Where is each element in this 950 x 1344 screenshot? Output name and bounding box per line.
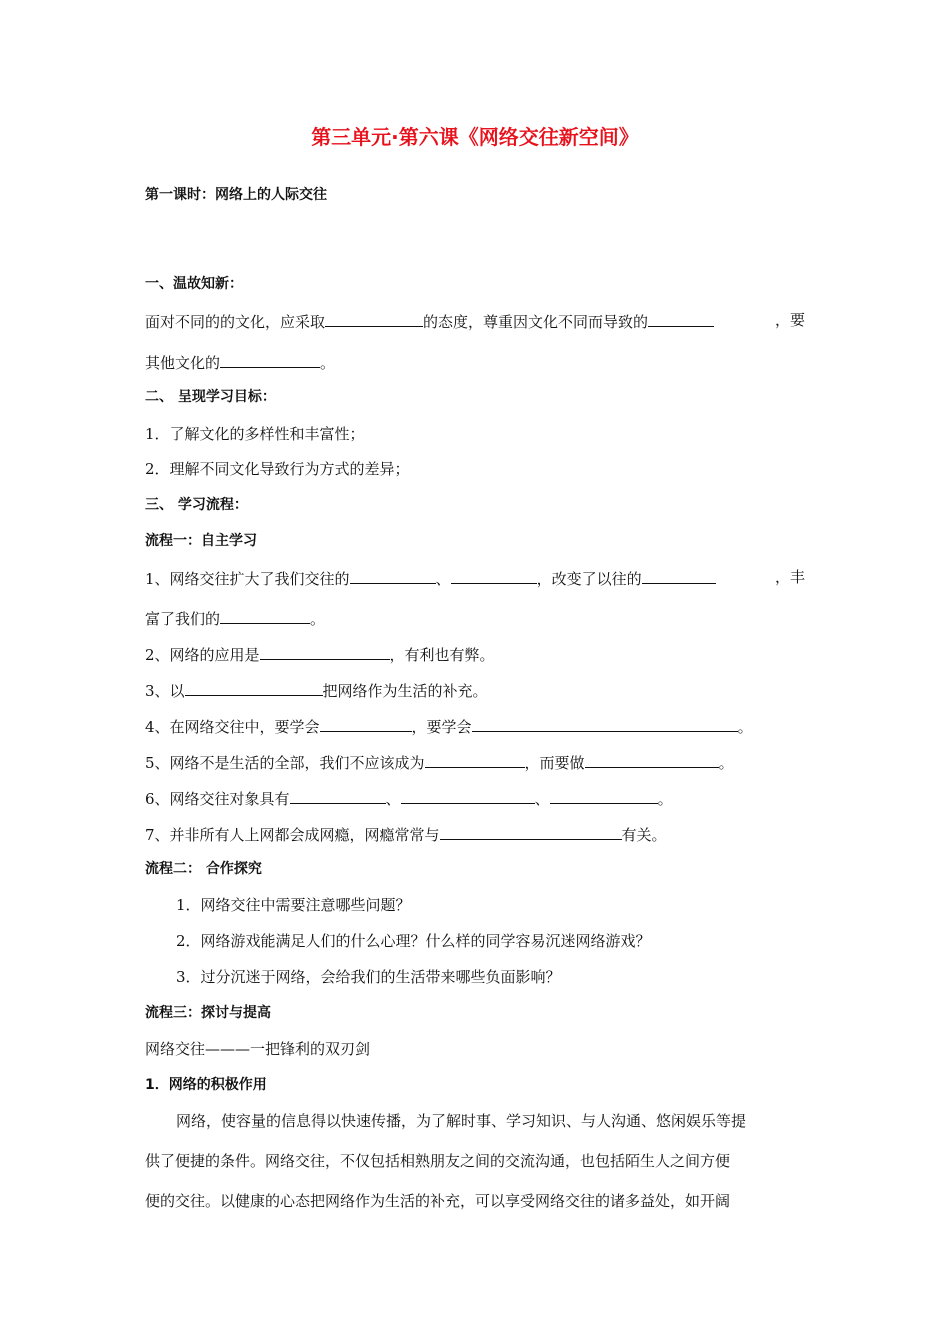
answer-blank[interactable] [550,787,658,804]
review-question-line-2 [145,351,335,373]
document-title: 第三单元·第六课《网络交往新空间》 [311,125,639,149]
goal-item: 2．理解不同文化导致行为方式的差异； [145,460,410,478]
text: 其他文化的 [145,354,221,372]
answer-blank[interactable] [425,751,525,768]
answer-blank[interactable] [325,310,423,327]
text: 。 [718,754,734,772]
answer-blank[interactable] [220,351,320,368]
text: ，而要做 [524,754,585,772]
text: ，要 [774,311,805,329]
text: ，有利也有弊。 [389,646,495,664]
flow1-item-2 [145,643,495,665]
flow2-heading: 流程二： 合作探究 [145,861,262,877]
section-review-heading: 一、温故知新： [145,276,243,292]
text: 。 [657,790,673,808]
answer-blank[interactable] [320,715,412,732]
text: 把网络作为生活的补充。 [322,682,488,700]
flow1-item-1-cont [145,607,325,629]
text: 7、并非所有人上网都会成网瘾，网瘾常常与 [145,826,440,844]
text: 。 [320,354,336,372]
text: 2、网络的应用是 [145,646,260,664]
answer-blank[interactable] [350,567,436,584]
paragraph-line: 网络，使容量的信息得以快速传播，为了解时事、学习知识、与人沟通、悠闲娱乐等提 [176,1112,747,1130]
text: 4、在网络交往中，要学会 [145,718,320,736]
answer-blank[interactable] [220,607,310,624]
flow1-item-5 [145,751,734,773]
answer-blank[interactable] [585,751,719,768]
flow1-heading: 流程一：自主学习 [145,533,257,549]
flow1-item-1 [145,567,805,589]
flow1-item-3 [145,679,488,701]
text: 。 [737,718,753,736]
text: 、 [534,790,550,808]
answer-blank[interactable] [648,310,714,327]
flow1-item-7 [145,823,667,845]
text: 有关。 [621,826,667,844]
text: ，要学会 [411,718,472,736]
text: 1、网络交往扩大了我们交往的 [145,570,350,588]
flow2-question: 3．过分沉迷于网络，会给我们的生活带来哪些负面影响？ [176,968,561,986]
text: 、 [385,790,401,808]
paragraph-line: 便的交往。以健康的心态把网络作为生活的补充，可以享受网络交往的诸多益处，如开阔 [145,1192,731,1210]
flow2-question: 2．网络游戏能满足人们的什么心理？什么样的同学容易沉迷网络游戏？ [176,932,651,950]
answer-blank[interactable] [472,715,738,732]
text: ，改变了以往的 [536,570,642,588]
answer-blank[interactable] [401,787,535,804]
flow3-subtitle: 网络交往———一把锋利的双刃剑 [145,1040,371,1058]
goal-item: 1．了解文化的多样性和丰富性； [145,425,365,443]
flow1-item-6 [145,787,673,809]
section-process-heading: 三、 学习流程： [145,497,248,513]
text: 面对不同的的文化，应采取 [145,313,326,331]
review-question-line-1 [145,310,805,332]
answer-blank[interactable] [642,567,716,584]
answer-blank[interactable] [451,567,537,584]
text: 5、网络不是生活的全部，我们不应该成为 [145,754,425,772]
text: 3、以 [145,682,185,700]
flow3-point-heading: 1．网络的积极作用 [145,1077,267,1093]
text: 的态度，尊重因文化不同而导致的 [423,313,649,331]
answer-blank[interactable] [290,787,386,804]
paragraph-line: 供了便捷的条件。网络交往，不仅包括相熟朋友之间的交流沟通，也包括陌生人之间方便 [145,1152,731,1170]
answer-blank[interactable] [440,823,622,840]
section-goals-heading: 二、 呈现学习目标： [145,389,276,405]
lesson-heading: 第一课时：网络上的人际交往 [145,187,327,203]
text: 、 [435,570,451,588]
flow3-heading: 流程三：探讨与提高 [145,1005,271,1021]
text: 。 [310,610,326,628]
text: 6、网络交往对象具有 [145,790,290,808]
flow1-item-4 [145,715,753,737]
flow2-question: 1．网络交往中需要注意哪些问题？ [176,896,411,914]
text: ，丰 [774,568,805,586]
answer-blank[interactable] [260,643,390,660]
answer-blank[interactable] [185,679,323,696]
text: 富了我们的 [145,610,221,628]
